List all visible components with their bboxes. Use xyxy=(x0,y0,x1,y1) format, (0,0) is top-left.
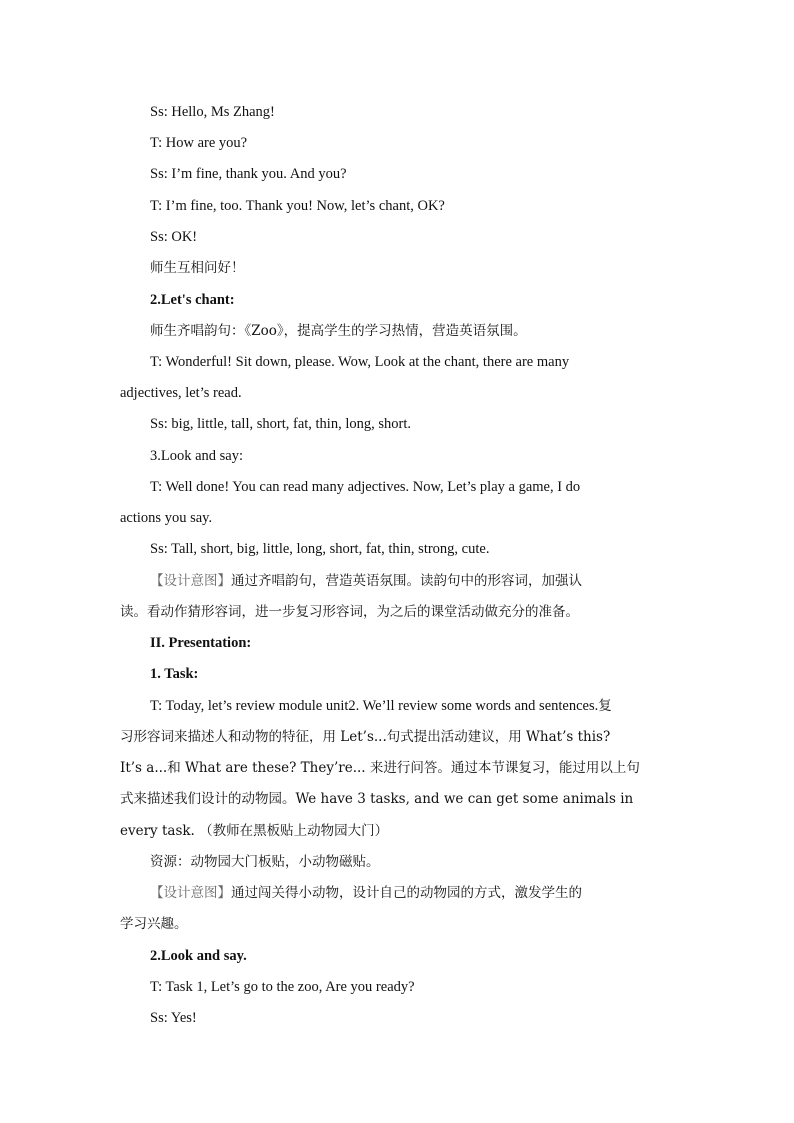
section-heading: 2.Let's chant: xyxy=(150,292,235,308)
task-text: 复 xyxy=(598,698,612,714)
design-intent-paragraph xyxy=(150,571,582,591)
dialogue-line: T: I’m fine, too. Thank you! Now, let’s chant, OK? xyxy=(150,198,445,214)
task-text: T: Today, let’s review module unit2. We’ll review some words and sentences. xyxy=(150,698,599,714)
section-heading: 1. Task: xyxy=(150,666,199,682)
dialogue-line: Ss: big, little, tall, short, fat, thin, long, short. xyxy=(150,416,411,432)
dialogue-line: T: Wonderful! Sit down, please. Wow, Look at the chant, there are many xyxy=(150,354,570,370)
design-intent-label: 【设计意图】 xyxy=(150,573,231,589)
dialogue-line: Ss: Yes! xyxy=(150,1010,197,1026)
greeting-note: 师生互相问好！ xyxy=(150,260,245,276)
section-heading: II. Presentation: xyxy=(150,635,252,651)
task-text: 习形容词来描述人和动物的特征，用 Let’s...句式提出活动建议，用 What’s this? xyxy=(120,729,611,745)
dialogue-line: Ss: OK! xyxy=(150,229,198,245)
section-heading: 2.Look and say. xyxy=(150,948,247,964)
task-text: 式来描述我们设计的动物园。We have 3 tasks, and we can get some animals in xyxy=(120,791,634,807)
dialogue-line: actions you say. xyxy=(120,510,213,526)
dialogue-line: adjectives, let’s read. xyxy=(120,385,242,401)
task-text: every task. （教师在黑板贴上动物园大门） xyxy=(120,823,389,839)
design-intent-paragraph xyxy=(150,883,582,903)
section-heading: 3.Look and say: xyxy=(150,448,244,464)
task-paragraph xyxy=(150,696,612,716)
dialogue-line: T: Task 1, Let’s go to the zoo, Are you ready? xyxy=(150,979,415,995)
design-intent-label: 【设计意图】 xyxy=(150,885,231,901)
dialogue-line: T: Well done! You can read many adjectives. Now, Let’s play a game, I do xyxy=(150,479,581,495)
resource-note: 资源：动物园大门板贴，小动物磁贴。 xyxy=(150,854,380,870)
design-intent-text: 通过齐唱韵句，营造英语氛围。读韵句中的形容词，加强认 xyxy=(231,573,582,589)
design-intent-text: 通过闯关得小动物，设计自己的动物园的方式，激发学生的 xyxy=(231,885,582,901)
dialogue-line: Ss: Hello, Ms Zhang! xyxy=(150,104,275,120)
dialogue-line: T: How are you? xyxy=(150,135,248,151)
design-intent-text: 读。看动作猜形容词，进一步复习形容词，为之后的课堂活动做充分的准备。 xyxy=(120,604,579,620)
design-intent-text: 学习兴趣。 xyxy=(120,916,188,932)
dialogue-line: Ss: Tall, short, big, little, long, short, fat, thin, strong, cute. xyxy=(150,541,490,557)
task-text: It’s a...和 What are these? They’re... 来进行问答。通过本节课复习，能过用以上句 xyxy=(120,760,640,776)
dialogue-line: Ss: I’m fine, thank you. And you? xyxy=(150,166,347,182)
chant-note: 师生齐唱韵句：《Zoo》，提高学生的学习热情，营造英语氛围。 xyxy=(150,323,527,339)
